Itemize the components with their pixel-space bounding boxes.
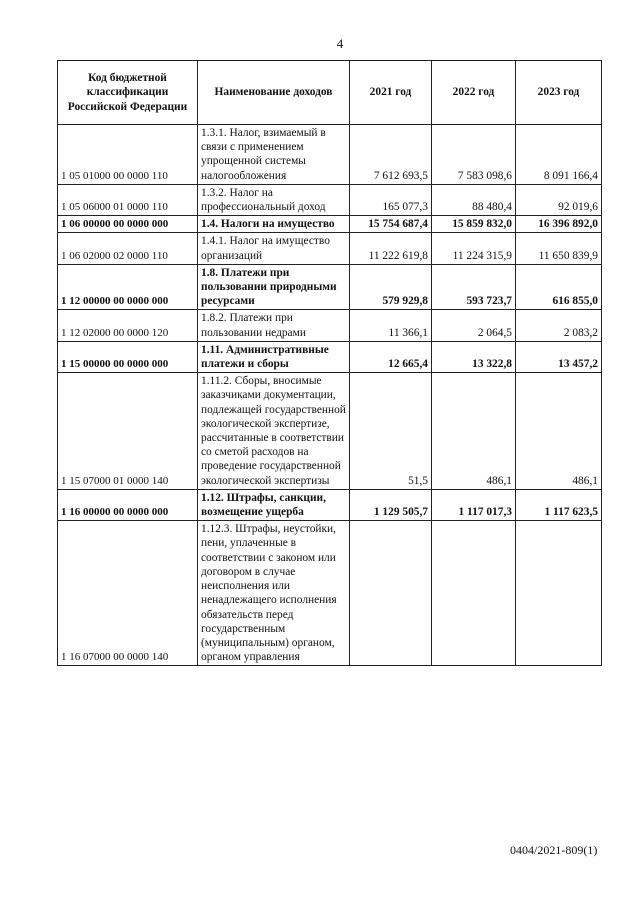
row-value-2023: 92 019,6 [516, 184, 602, 215]
row-name: 1.3.1. Налог, взимаемый в связи с применением упрощенной системы налогообложения [198, 125, 350, 185]
row-name: 1.3.2. Налог на профессиональный доход [198, 184, 350, 215]
row-value-2022: 7 583 098,6 [432, 125, 516, 185]
table-header-row [58, 61, 602, 125]
header-name: Наименование доходов [198, 61, 350, 125]
header-code: Код бюджетной классификации Российской Федерации [58, 61, 198, 125]
row-value-2023: 616 855,0 [516, 264, 602, 310]
row-value-2022: 593 723,7 [432, 264, 516, 310]
table-row [58, 184, 602, 215]
row-value-2022: 11 224 315,9 [432, 233, 516, 264]
row-code: 1 12 02000 00 0000 120 [58, 310, 198, 341]
row-code: 1 05 01000 00 0000 110 [58, 125, 198, 185]
header-2021: 2021 год [350, 61, 432, 125]
row-value-2021 [350, 521, 432, 666]
table-row [58, 341, 602, 372]
row-code: 1 15 00000 00 0000 000 [58, 341, 198, 372]
row-name: 1.11.2. Сборы, вносимые заказчиками документации, подлежащей государственной экологической экспертизе, рассчитанные в соответствии со сметой расходов на проведение государственной экологической экспертизы [198, 373, 350, 490]
row-value-2022: 13 322,8 [432, 341, 516, 372]
row-name: 1.8. Платежи при пользовании природными ресурсами [198, 264, 350, 310]
row-value-2022: 2 064,5 [432, 310, 516, 341]
row-value-2022 [432, 521, 516, 666]
row-value-2021: 11 222 619,8 [350, 233, 432, 264]
table-row [58, 373, 602, 490]
row-code: 1 16 00000 00 0000 000 [58, 489, 198, 520]
row-name: 1.12. Штрафы, санкции, возмещение ущерба [198, 489, 350, 520]
table-row [58, 125, 602, 185]
row-value-2023: 1 117 623,5 [516, 489, 602, 520]
row-value-2021: 165 077,3 [350, 184, 432, 215]
row-value-2021: 7 612 693,5 [350, 125, 432, 185]
header-2022: 2022 год [432, 61, 516, 125]
row-value-2021: 1 129 505,7 [350, 489, 432, 520]
table-row [58, 310, 602, 341]
row-name: 1.4.1. Налог на имущество организаций [198, 233, 350, 264]
row-value-2023: 11 650 839,9 [516, 233, 602, 264]
row-value-2023: 16 396 892,0 [516, 216, 602, 233]
page-number: 4 [336, 36, 344, 51]
header-2023: 2023 год [516, 61, 602, 125]
row-value-2021: 579 929,8 [350, 264, 432, 310]
row-name: 1.4. Налоги на имущество [198, 216, 350, 233]
row-name: 1.12.3. Штрафы, неустойки, пени, уплаченные в соответствии с законом или договором в случае неисполнения или ненадлежащего исполнения обязательств перед государственным (муниципальным) органом, органом управления [198, 521, 350, 666]
row-name: 1.11. Административные платежи и сборы [198, 341, 350, 372]
table-row [58, 489, 602, 520]
row-value-2021: 15 754 687,4 [350, 216, 432, 233]
table-row [58, 233, 602, 264]
row-value-2023: 13 457,2 [516, 341, 602, 372]
table-row [58, 264, 602, 310]
row-code: 1 06 02000 02 0000 110 [58, 233, 198, 264]
row-value-2022: 486,1 [432, 373, 516, 490]
row-value-2022: 88 480,4 [432, 184, 516, 215]
table-row [58, 216, 602, 233]
row-code: 1 16 07000 00 0000 140 [58, 521, 198, 666]
row-value-2021: 51,5 [350, 373, 432, 490]
row-value-2023: 8 091 166,4 [516, 125, 602, 185]
row-value-2023 [516, 521, 602, 666]
row-value-2021: 12 665,4 [350, 341, 432, 372]
row-code: 1 06 00000 00 0000 000 [58, 216, 198, 233]
row-value-2023: 2 083,2 [516, 310, 602, 341]
row-code: 1 12 00000 00 0000 000 [58, 264, 198, 310]
row-code: 1 15 07000 01 0000 140 [58, 373, 198, 490]
row-name: 1.8.2. Платежи при пользовании недрами [198, 310, 350, 341]
document-footer-code: 0404/2021-809(1) [510, 843, 598, 857]
row-value-2022: 15 859 832,0 [432, 216, 516, 233]
row-code: 1 05 06000 01 0000 110 [58, 184, 198, 215]
row-value-2023: 486,1 [516, 373, 602, 490]
budget-revenue-table [57, 60, 602, 666]
row-value-2022: 1 117 017,3 [432, 489, 516, 520]
table-row [58, 521, 602, 666]
row-value-2021: 11 366,1 [350, 310, 432, 341]
